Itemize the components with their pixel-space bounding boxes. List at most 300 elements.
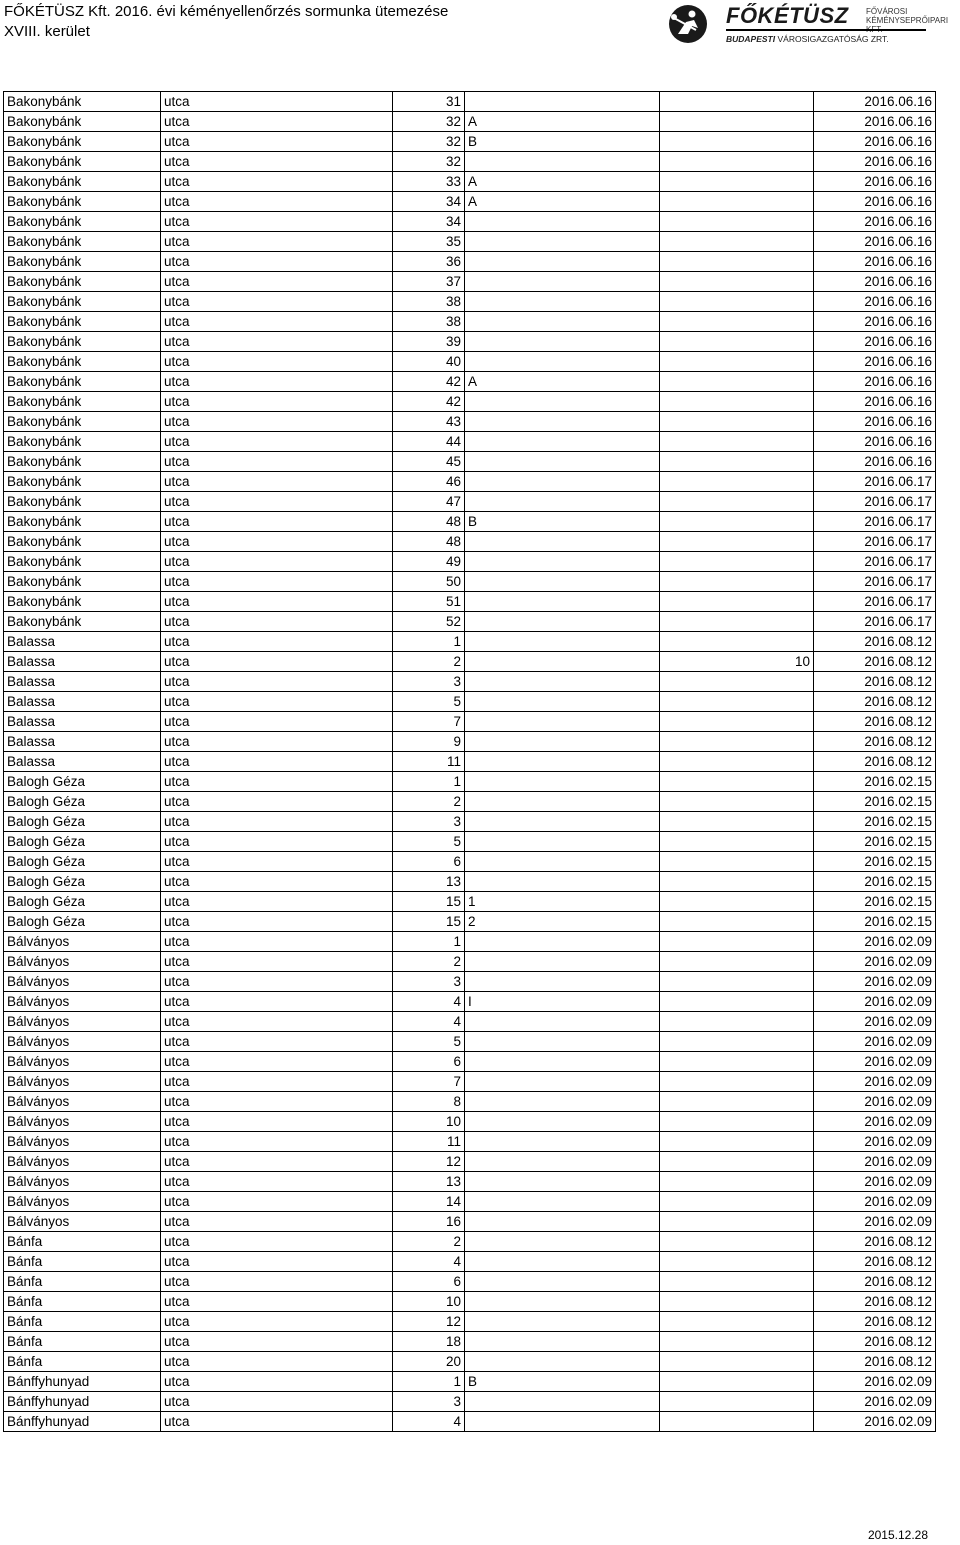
house-number: 42 [445, 394, 461, 409]
extra-number-cell [660, 432, 814, 452]
street-cell: Bakonybánk [4, 292, 161, 312]
house-number: 13 [445, 1174, 461, 1189]
street-cell: Bánfa [4, 1272, 161, 1292]
type-cell: utca [161, 1352, 393, 1372]
table-row [4, 292, 936, 312]
sub-number-cell [465, 952, 660, 972]
date-cell: 2016.06.17 [814, 492, 936, 512]
extra-number-cell [660, 212, 814, 232]
street-cell: Bakonybánk [4, 412, 161, 432]
date-cell: 2016.08.12 [814, 1252, 936, 1272]
house-number-cell [393, 172, 465, 192]
house-number-cell [393, 852, 465, 872]
house-number: 46 [445, 474, 461, 489]
table-row [4, 152, 936, 172]
type-cell: utca [161, 792, 393, 812]
street-cell: Bakonybánk [4, 232, 161, 252]
house-number-cell [393, 692, 465, 712]
type-cell: utca [161, 392, 393, 412]
table-row [4, 1112, 936, 1132]
sub-number-cell [465, 692, 660, 712]
date-cell: 2016.06.16 [814, 132, 936, 152]
date-cell: 2016.02.09 [814, 1132, 936, 1152]
extra-number-cell [660, 872, 814, 892]
type-cell: utca [161, 332, 393, 352]
house-number-cell [393, 1392, 465, 1412]
type-cell: utca [161, 1112, 393, 1132]
table-row [4, 632, 936, 652]
house-number: 3 [453, 974, 461, 989]
table-row [4, 952, 936, 972]
sub-number-cell: B [465, 132, 660, 152]
type-cell: utca [161, 732, 393, 752]
house-number-cell [393, 392, 465, 412]
table-row [4, 1372, 936, 1392]
house-number-cell [393, 532, 465, 552]
house-number-cell [393, 412, 465, 432]
house-number-cell [393, 92, 465, 112]
street-cell: Bakonybánk [4, 172, 161, 192]
type-cell: utca [161, 1192, 393, 1212]
house-number: 38 [445, 314, 461, 329]
table-row [4, 472, 936, 492]
house-number-cell [393, 1032, 465, 1052]
house-number: 6 [453, 854, 461, 869]
date-cell: 2016.02.15 [814, 912, 936, 932]
date-cell: 2016.08.12 [814, 1272, 936, 1292]
type-cell: utca [161, 1172, 393, 1192]
house-number: 2 [453, 1234, 461, 1249]
house-number: 38 [445, 294, 461, 309]
street-cell: Bakonybánk [4, 612, 161, 632]
street-cell: Bakonybánk [4, 592, 161, 612]
type-cell: utca [161, 632, 393, 652]
house-number-cell [393, 192, 465, 212]
sub-number-cell [465, 272, 660, 292]
house-number: 31 [445, 94, 461, 109]
house-number-cell [393, 1412, 465, 1432]
date-cell: 2016.06.16 [814, 452, 936, 472]
house-number: 47 [445, 494, 461, 509]
extra-number-cell [660, 692, 814, 712]
house-number-cell [393, 1112, 465, 1132]
extra-number-cell [660, 1392, 814, 1412]
house-number: 44 [445, 434, 461, 449]
extra-number-cell [660, 1312, 814, 1332]
house-number: 15 [445, 894, 461, 909]
date-cell: 2016.06.17 [814, 572, 936, 592]
extra-number-cell [660, 632, 814, 652]
house-number: 52 [445, 614, 461, 629]
type-cell: utca [161, 572, 393, 592]
type-cell: utca [161, 492, 393, 512]
type-cell: utca [161, 472, 393, 492]
street-cell: Balogh Géza [4, 792, 161, 812]
house-number-cell [393, 1372, 465, 1392]
house-number: 12 [445, 1154, 461, 1169]
extra-number-cell [660, 892, 814, 912]
house-number: 12 [445, 1314, 461, 1329]
sub-number-cell: I [465, 992, 660, 1012]
table-row [4, 872, 936, 892]
type-cell: utca [161, 1372, 393, 1392]
date-cell: 2016.06.16 [814, 272, 936, 292]
date-cell: 2016.06.16 [814, 212, 936, 232]
sub-number-cell: B [465, 1372, 660, 1392]
table-row [4, 1232, 936, 1252]
date-cell: 2016.08.12 [814, 1352, 936, 1372]
type-cell: utca [161, 892, 393, 912]
extra-number-cell [660, 512, 814, 532]
table-row [4, 1272, 936, 1292]
extra-number-cell [660, 592, 814, 612]
brand-parent-company [726, 34, 889, 44]
date-cell: 2016.08.12 [814, 632, 936, 652]
street-cell: Balogh Géza [4, 772, 161, 792]
table-row [4, 972, 936, 992]
type-cell: utca [161, 532, 393, 552]
extra-number-cell [660, 332, 814, 352]
type-cell: utca [161, 712, 393, 732]
house-number-cell [393, 892, 465, 912]
date-cell: 2016.02.15 [814, 792, 936, 812]
date-cell: 2016.06.16 [814, 432, 936, 452]
page-header [0, 0, 960, 50]
sub-number-cell [465, 1232, 660, 1252]
table-row [4, 1032, 936, 1052]
extra-number-cell [660, 472, 814, 492]
street-cell: Bálványos [4, 1192, 161, 1212]
house-number-cell [393, 612, 465, 632]
table-row [4, 132, 936, 152]
schedule-table-body [4, 92, 936, 1432]
house-number: 2 [453, 794, 461, 809]
street-cell: Bálványos [4, 972, 161, 992]
house-number-cell [393, 1332, 465, 1352]
date-cell: 2016.08.12 [814, 672, 936, 692]
type-cell: utca [161, 1032, 393, 1052]
extra-number-cell [660, 1072, 814, 1092]
date-cell: 2016.02.09 [814, 932, 936, 952]
date-cell: 2016.02.09 [814, 1412, 936, 1432]
house-number: 51 [445, 594, 461, 609]
house-number-cell [393, 1012, 465, 1032]
house-number: 32 [445, 114, 461, 129]
house-number: 6 [453, 1274, 461, 1289]
house-number-cell [393, 1092, 465, 1112]
table-row [4, 1052, 936, 1072]
table-row [4, 752, 936, 772]
street-cell: Bakonybánk [4, 152, 161, 172]
type-cell: utca [161, 1312, 393, 1332]
date-cell: 2016.06.17 [814, 512, 936, 532]
house-number-cell [393, 272, 465, 292]
sub-number-cell [465, 352, 660, 372]
house-number: 35 [445, 234, 461, 249]
house-number-cell [393, 672, 465, 692]
sub-number-cell [465, 232, 660, 252]
date-cell: 2016.06.16 [814, 232, 936, 252]
street-cell: Bánfa [4, 1352, 161, 1372]
street-cell: Bakonybánk [4, 352, 161, 372]
house-number-cell [393, 572, 465, 592]
extra-number-cell [660, 532, 814, 552]
house-number-cell [393, 1052, 465, 1072]
house-number: 43 [445, 414, 461, 429]
house-number: 42 [445, 374, 461, 389]
house-number-cell [393, 912, 465, 932]
date-cell: 2016.06.16 [814, 252, 936, 272]
street-cell: Bakonybánk [4, 132, 161, 152]
sub-number-cell [465, 732, 660, 752]
sub-number-cell: B [465, 512, 660, 532]
extra-number-cell [660, 172, 814, 192]
sub-number-cell [465, 592, 660, 612]
street-cell: Bálványos [4, 1172, 161, 1192]
street-cell: Balassa [4, 652, 161, 672]
house-number: 32 [445, 154, 461, 169]
type-cell: utca [161, 1152, 393, 1172]
street-cell: Bakonybánk [4, 572, 161, 592]
sub-number-cell [465, 632, 660, 652]
table-row [4, 412, 936, 432]
street-cell: Balogh Géza [4, 852, 161, 872]
date-cell: 2016.02.09 [814, 1392, 936, 1412]
table-row [4, 272, 936, 292]
brand-parent-bold: BUDAPESTI [726, 34, 776, 44]
sub-number-cell [465, 252, 660, 272]
street-cell: Balogh Géza [4, 912, 161, 932]
house-number-cell [393, 652, 465, 672]
street-cell: Bakonybánk [4, 332, 161, 352]
sub-number-cell [465, 872, 660, 892]
house-number: 16 [445, 1214, 461, 1229]
house-number-cell [393, 1272, 465, 1292]
type-cell: utca [161, 912, 393, 932]
street-cell: Bálványos [4, 1052, 161, 1072]
date-cell: 2016.08.12 [814, 712, 936, 732]
house-number: 3 [453, 674, 461, 689]
type-cell: utca [161, 1392, 393, 1412]
sub-number-cell: A [465, 112, 660, 132]
type-cell: utca [161, 192, 393, 212]
street-cell: Balassa [4, 732, 161, 752]
street-cell: Bakonybánk [4, 272, 161, 292]
date-cell: 2016.08.12 [814, 1232, 936, 1252]
sub-number-cell [465, 572, 660, 592]
street-cell: Bakonybánk [4, 212, 161, 232]
extra-number-cell [660, 752, 814, 772]
schedule-table-wrap [3, 91, 936, 1432]
extra-number-cell [660, 1252, 814, 1272]
date-cell: 2016.08.12 [814, 1332, 936, 1352]
table-row [4, 1212, 936, 1232]
date-cell: 2016.06.16 [814, 372, 936, 392]
street-cell: Bakonybánk [4, 112, 161, 132]
street-cell: Bálványos [4, 1012, 161, 1032]
date-cell: 2016.08.12 [814, 652, 936, 672]
street-cell: Bánffyhunyad [4, 1392, 161, 1412]
house-number: 40 [445, 354, 461, 369]
date-cell: 2016.06.16 [814, 312, 936, 332]
brand-logo-text: FŐKÉTÜSZ [726, 3, 849, 28]
table-row [4, 712, 936, 732]
house-number-cell [393, 292, 465, 312]
house-number-cell [393, 132, 465, 152]
type-cell: utca [161, 932, 393, 952]
street-cell: Bálványos [4, 1092, 161, 1112]
type-cell: utca [161, 1232, 393, 1252]
type-cell: utca [161, 172, 393, 192]
extra-number-cell [660, 732, 814, 752]
table-row [4, 652, 936, 672]
extra-number-cell [660, 552, 814, 572]
house-number: 34 [445, 214, 461, 229]
extra-number-cell: 10 [660, 652, 814, 672]
table-row [4, 832, 936, 852]
table-row [4, 452, 936, 472]
date-cell: 2016.06.16 [814, 172, 936, 192]
street-cell: Bakonybánk [4, 472, 161, 492]
extra-number-cell [660, 972, 814, 992]
house-number: 2 [453, 654, 461, 669]
house-number: 18 [445, 1334, 461, 1349]
house-number-cell [393, 752, 465, 772]
sub-number-cell [465, 472, 660, 492]
extra-number-cell [660, 192, 814, 212]
date-cell: 2016.08.12 [814, 752, 936, 772]
house-number-cell [393, 1132, 465, 1152]
type-cell: utca [161, 372, 393, 392]
street-cell: Bánffyhunyad [4, 1372, 161, 1392]
date-cell: 2016.02.15 [814, 852, 936, 872]
date-cell: 2016.06.16 [814, 152, 936, 172]
extra-number-cell [660, 912, 814, 932]
table-row [4, 432, 936, 452]
sub-number-cell: 1 [465, 892, 660, 912]
extra-number-cell [660, 1132, 814, 1152]
street-cell: Balassa [4, 692, 161, 712]
table-row [4, 732, 936, 752]
brand-subtitle-2: KÉMÉNYSEPRŐIPARI [866, 16, 949, 25]
house-number: 13 [445, 874, 461, 889]
table-row [4, 172, 936, 192]
table-row [4, 892, 936, 912]
extra-number-cell [660, 812, 814, 832]
street-cell: Balogh Géza [4, 832, 161, 852]
brand-subtitle-1: FŐVÁROSI [866, 7, 908, 16]
extra-number-cell [660, 1012, 814, 1032]
house-number: 9 [453, 734, 461, 749]
house-number: 4 [453, 1254, 461, 1269]
house-number: 4 [453, 994, 461, 1009]
table-row [4, 1172, 936, 1192]
type-cell: utca [161, 872, 393, 892]
date-cell: 2016.06.16 [814, 292, 936, 312]
sub-number-cell [465, 1152, 660, 1172]
table-row [4, 1072, 936, 1092]
table-row [4, 392, 936, 412]
street-cell: Bálványos [4, 992, 161, 1012]
sub-number-cell [465, 1252, 660, 1272]
street-cell: Bálványos [4, 932, 161, 952]
house-number: 8 [453, 1094, 461, 1109]
table-row [4, 532, 936, 552]
house-number-cell [393, 212, 465, 232]
type-cell: utca [161, 452, 393, 472]
extra-number-cell [660, 672, 814, 692]
house-number-cell [393, 472, 465, 492]
house-number-cell [393, 712, 465, 732]
date-cell: 2016.06.17 [814, 532, 936, 552]
table-row [4, 812, 936, 832]
sub-number-cell [465, 432, 660, 452]
type-cell: utca [161, 512, 393, 532]
street-cell: Bánfa [4, 1312, 161, 1332]
type-cell: utca [161, 152, 393, 172]
schedule-table [3, 91, 936, 1432]
date-cell: 2016.02.09 [814, 952, 936, 972]
sub-number-cell [465, 752, 660, 772]
house-number-cell [393, 152, 465, 172]
type-cell: utca [161, 272, 393, 292]
extra-number-cell [660, 312, 814, 332]
date-cell: 2016.02.15 [814, 772, 936, 792]
extra-number-cell [660, 1152, 814, 1172]
sub-number-cell [465, 1272, 660, 1292]
table-row [4, 1412, 936, 1432]
house-number: 10 [445, 1294, 461, 1309]
extra-number-cell [660, 1172, 814, 1192]
table-row [4, 312, 936, 332]
house-number-cell [393, 632, 465, 652]
type-cell: utca [161, 1252, 393, 1272]
table-row [4, 1192, 936, 1212]
street-cell: Bakonybánk [4, 532, 161, 552]
date-cell: 2016.06.17 [814, 552, 936, 572]
house-number: 1 [453, 634, 461, 649]
date-cell: 2016.08.12 [814, 692, 936, 712]
table-row [4, 1152, 936, 1172]
house-number: 49 [445, 554, 461, 569]
sub-number-cell [465, 1112, 660, 1132]
table-row [4, 1252, 936, 1272]
table-row [4, 572, 936, 592]
table-row [4, 552, 936, 572]
house-number-cell [393, 1292, 465, 1312]
extra-number-cell [660, 1292, 814, 1312]
date-cell: 2016.02.09 [814, 1032, 936, 1052]
street-cell: Bakonybánk [4, 552, 161, 572]
street-cell: Bálványos [4, 1152, 161, 1172]
type-cell: utca [161, 1412, 393, 1432]
extra-number-cell [660, 372, 814, 392]
house-number-cell [393, 992, 465, 1012]
house-number: 3 [453, 814, 461, 829]
house-number: 1 [453, 934, 461, 949]
house-number: 7 [453, 714, 461, 729]
house-number: 4 [453, 1014, 461, 1029]
sub-number-cell [465, 492, 660, 512]
table-row [4, 332, 936, 352]
sub-number-cell [465, 152, 660, 172]
sub-number-cell: 2 [465, 912, 660, 932]
sub-number-cell [465, 1192, 660, 1212]
extra-number-cell [660, 1352, 814, 1372]
type-cell: utca [161, 132, 393, 152]
sub-number-cell [465, 92, 660, 112]
date-cell: 2016.02.09 [814, 1052, 936, 1072]
